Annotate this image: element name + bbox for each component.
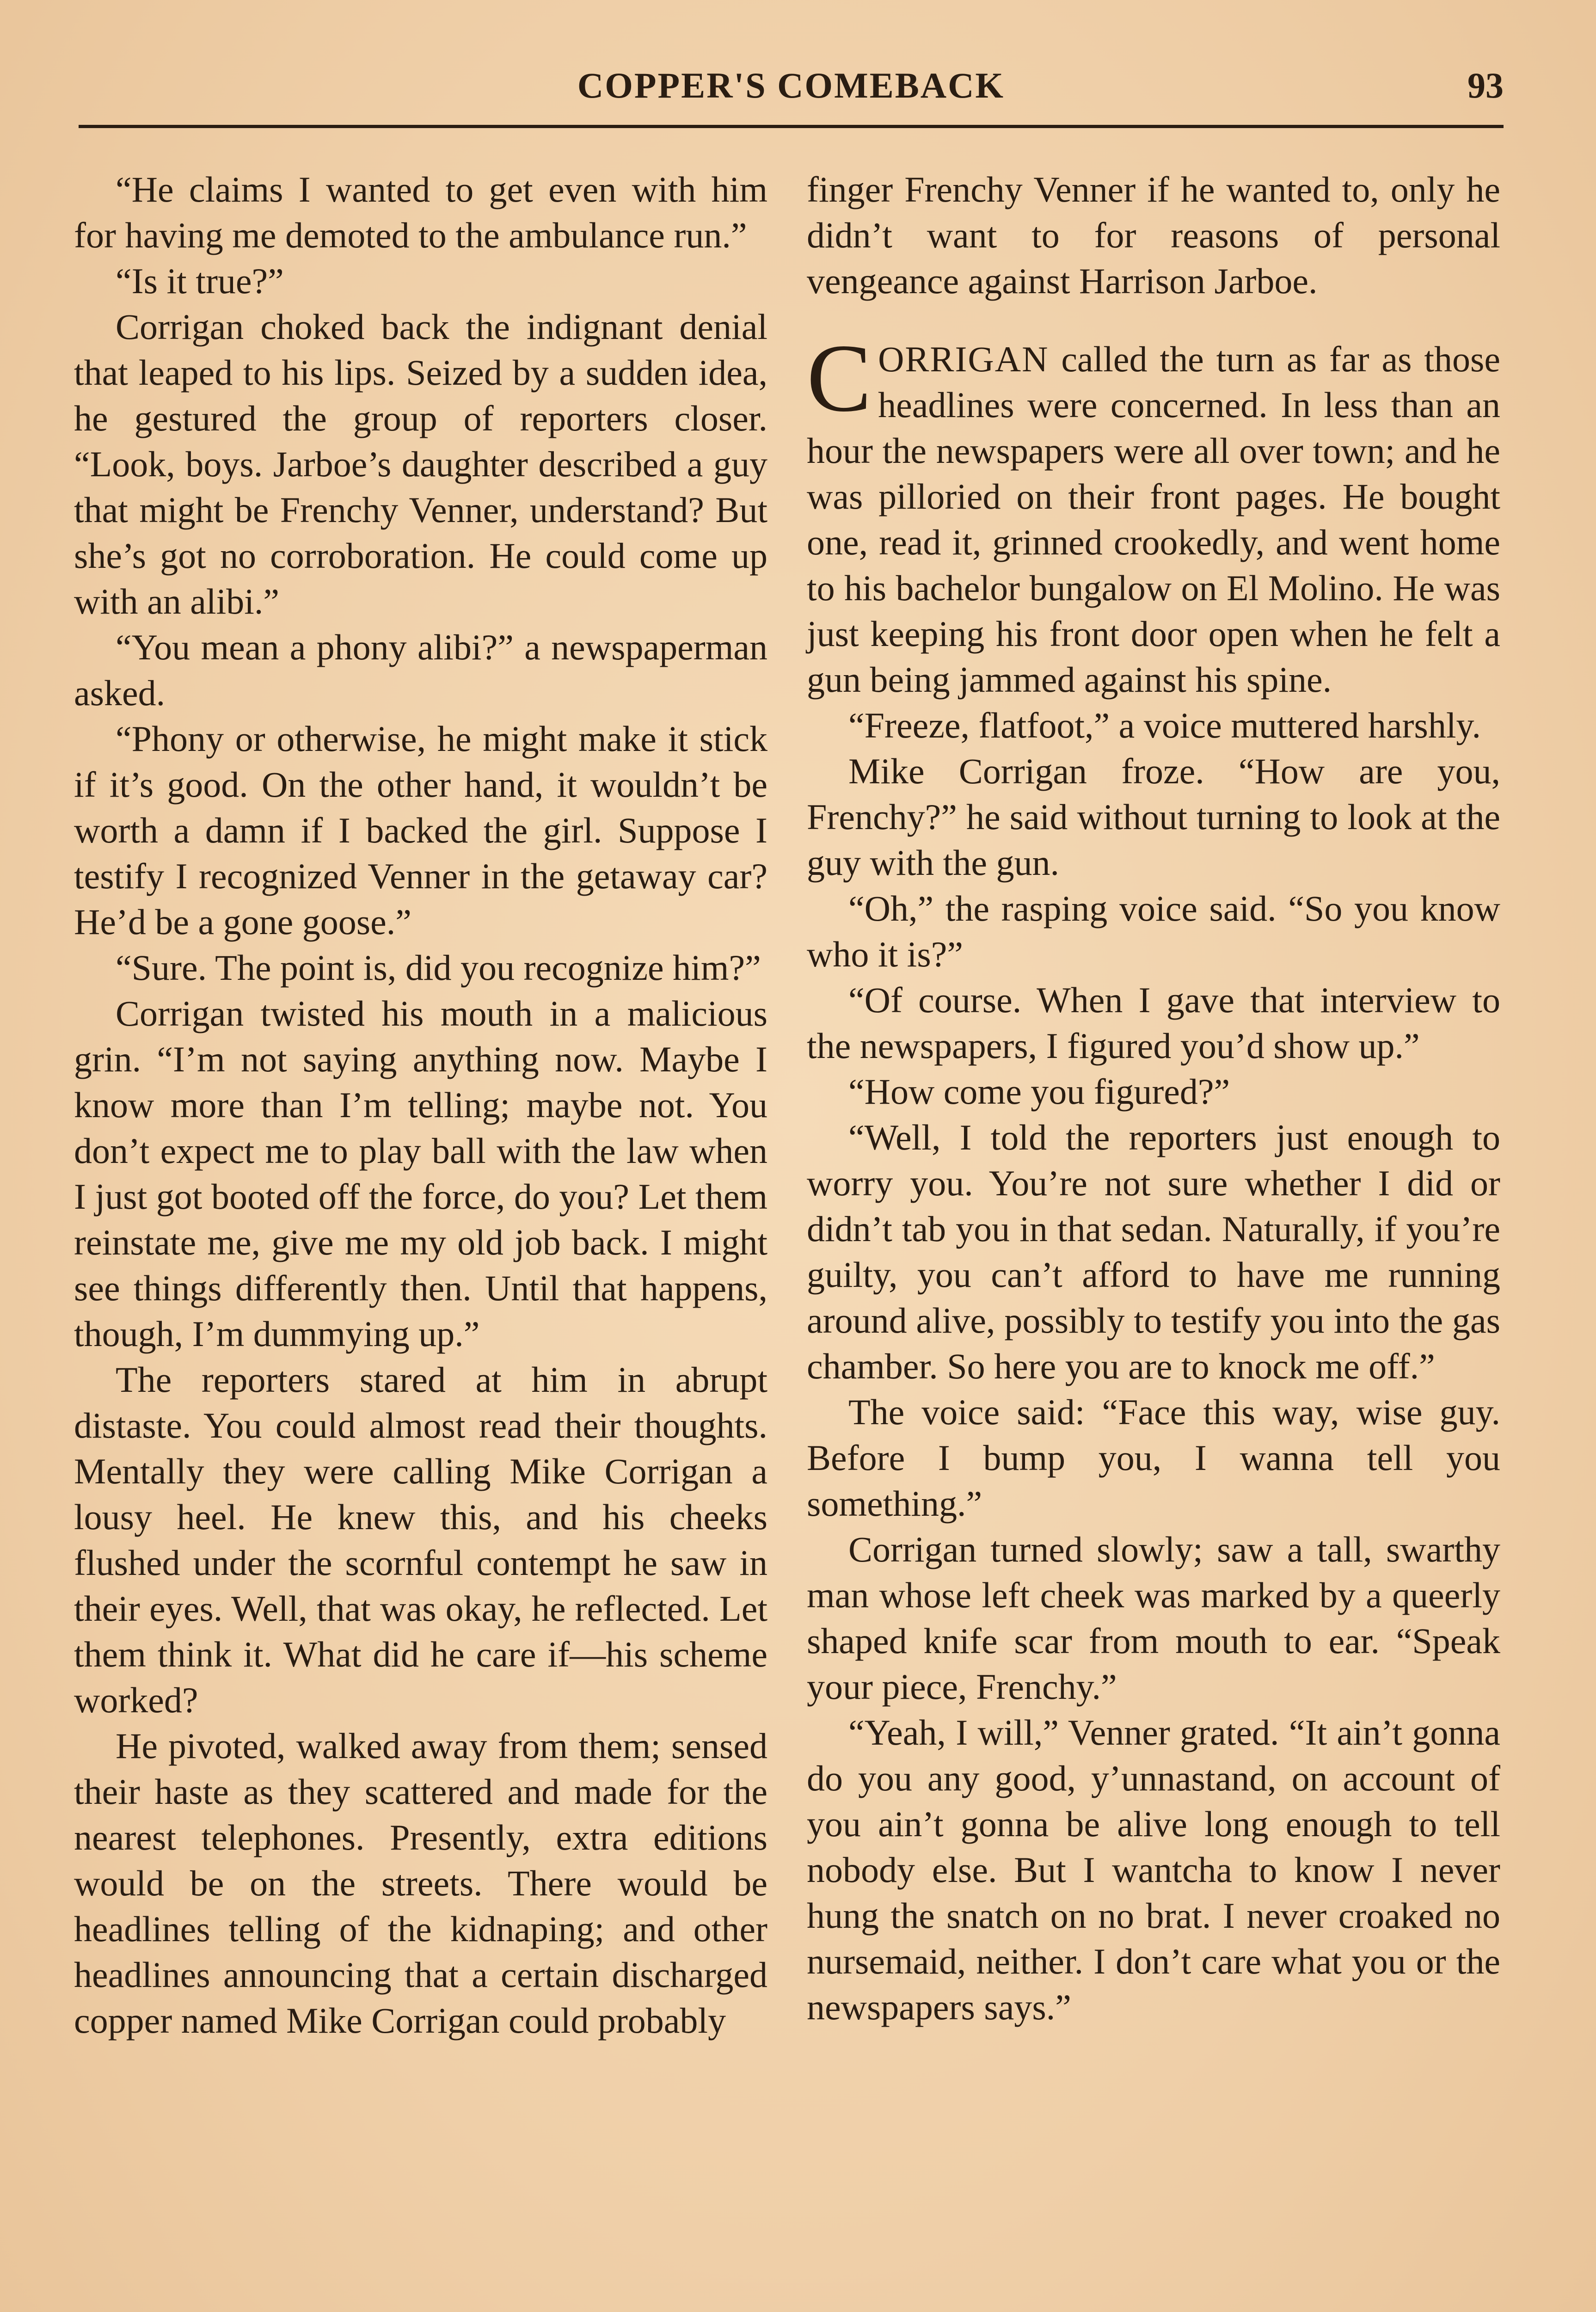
drop-cap: C [807,325,872,432]
running-title: COPPER'S COMEBACK [577,65,1005,105]
page-number: 93 [1467,65,1504,105]
paragraph: “You mean a phony alibi?” a newspaperman asked. [74,627,767,713]
paragraph: “Sure. The point is, did you recognize him?” [116,947,761,988]
paragraph: “He claims I wanted to get even with him for having me demoted to the ambulance run.” [74,169,767,255]
section-opening-paragraph [807,325,1500,702]
paragraph-continued: finger Frenchy Venner if he wanted to, only he didn’t want to for reasons of personal vengeance against Harrison Jarboe. [807,169,1500,301]
paragraph: Mike Corrigan froze. “How are you, Frenchy?” he said without turning to look at the guy with the gun. [807,751,1500,883]
paragraph: “Phony or otherwise, he might make it stick if it’s good. On the other hand, it wouldn’t be worth a damn if I backed the girl. Suppose I testify I recognized Venner in the getaway car? He’d be a gone goose.” [74,719,767,942]
right-column [807,166,1500,2030]
paragraph: “How come you figured?” [848,1071,1230,1112]
opening-text: called the turn as far as those headlines were concerned. In less than an hour the newspapers were all over town; and he was pilloried on their front pages. He bought one, read it, grinned crookedly, and went home to his bachelor bungalow on El Molino. He was just keeping his front door open when he felt a gun being jammed against his spine. [807,339,1500,700]
paragraph: “Well, I told the reporters just enough to worry you. You’re not sure whether I did or didn’t tab you in that sedan. Naturally, if you’re guilty, you can’t afford to have me running around alive, possibly to testify you into the gas chamber. So here you are to knock me off.” [807,1117,1500,1386]
paragraph: He pivoted, walked away from them; sensed their haste as they scattered and made for the nearest telephones. Presently, extra editions would be on the streets. There would be headlines telling of the kidnaping; and other headlines announcing that a certain discharged copper named Mike Corrigan could probably [74,1726,767,2041]
paragraph: The reporters stared at him in abrupt distaste. You could almost read their thoughts. Mentally they were calling Mike Corrigan a lousy heel. He knew this, and his cheeks flushed under the scornful contempt he saw in their eyes. Well, that was okay, he reflected. Let them think it. What did he care if—his scheme worked? [74,1359,767,1720]
opening-small-caps: ORRIGAN [878,339,1049,379]
paragraph: Corrigan turned slowly; saw a tall, swarthy man whose left cheek was marked by a queerly shaped knife scar from mouth to ear. “Speak your piece, Frenchy.” [807,1529,1500,1707]
paragraph: The voice said: “Face this way, wise guy. Before I bump you, I wanna tell you something.” [807,1392,1500,1524]
paragraph: Corrigan choked back the indignant denial that leaped to his lips. Seized by a sudden idea, he gestured the group of reporters closer. “Look, boys. Jarboe’s daughter described a guy that might be Frenchy Venner, understand? But she’s got no corroboration. He could come up with an alibi.” [74,307,767,621]
paragraph: “Of course. When I gave that interview to the newspapers, I figured you’d show up.” [807,980,1500,1066]
left-column [74,166,767,2043]
paragraph: “Is it true?” [116,261,284,301]
paragraph: “Oh,” the rasping voice said. “So you know who it is?” [807,888,1500,974]
paragraph: Corrigan twisted his mouth in a malicious grin. “I’m not saying anything now. Maybe I know more than I’m telling; maybe not. You don’t expect me to play ball with the law when I just got booted off the force, do you? Let them reinstate me, give me my old job back. I might see things differently then. Until that happens, though, I’m dummying up.” [74,993,767,1354]
paragraph: “Yeah, I will,” Venner grated. “It ain’t gonna do you any good, y’unnastand, on account of you ain’t gonna be alive long enough to tell nobody else. But I wantcha to know I never hung the snatch on no brat. I never croaked no nursemaid, neither. I don’t care what you or the newspapers says.” [807,1712,1500,2027]
page-header [79,55,1504,128]
paragraph: “Freeze, flatfoot,” a voice muttered harshly. [848,705,1481,745]
